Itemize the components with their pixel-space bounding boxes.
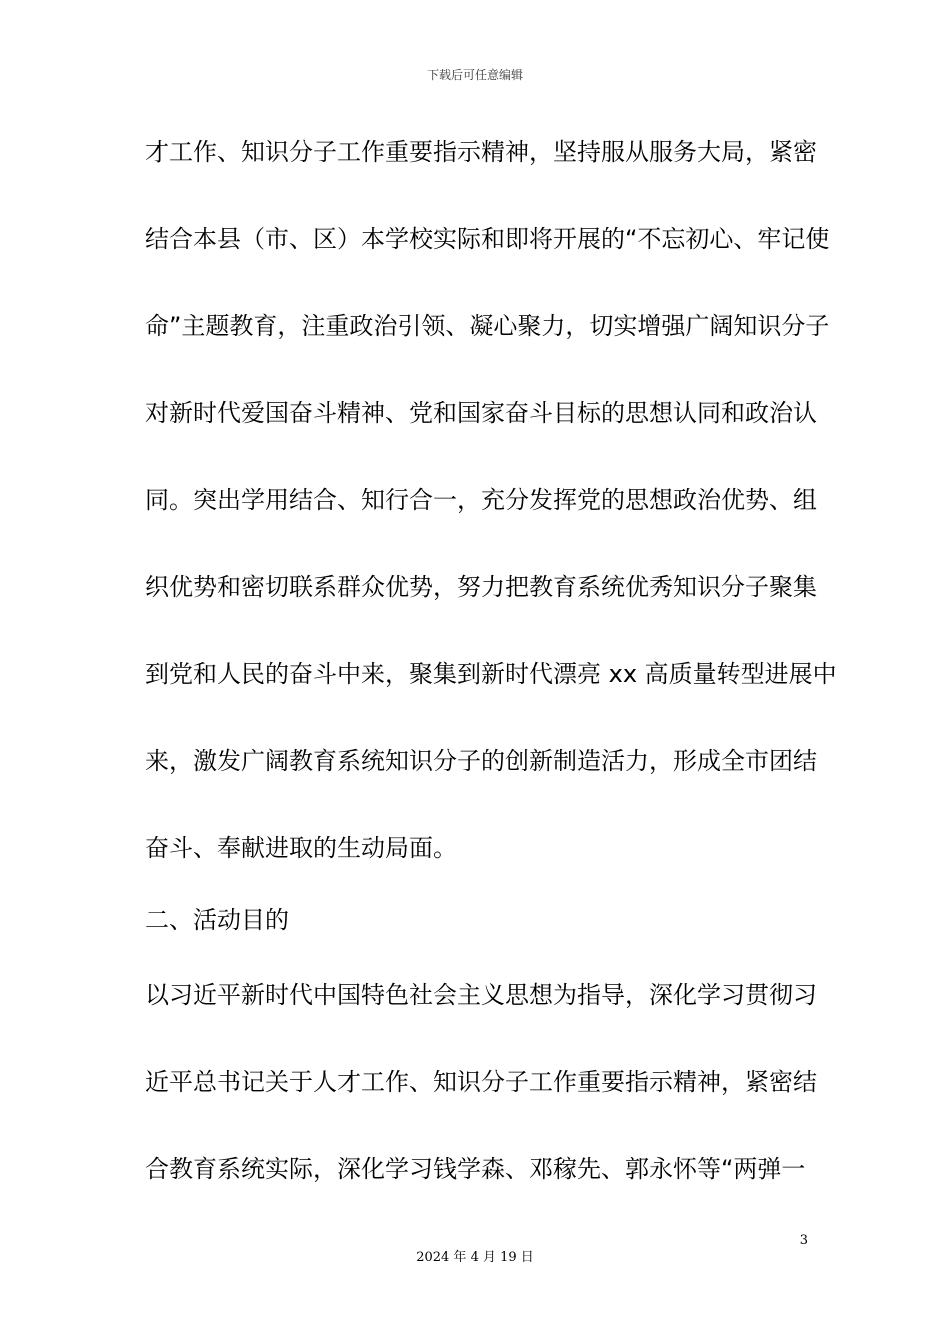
body-text-line: 命”主题教育，注重政治引领、凝心聚力，切实增强广阔知识分子 bbox=[145, 312, 830, 340]
section-heading: 二、活动目的 bbox=[145, 906, 289, 934]
body-text-line: 以习近平新时代中国特色社会主义思想为指导，深化学习贯彻习 bbox=[145, 981, 817, 1009]
body-text-line: 合教育系统实际，深化学习钱学森、邓稼先、郭永怀等“两弹一 bbox=[145, 1155, 806, 1183]
body-text-line: 织优势和密切联系群众优势，努力把教育系统优秀知识分子聚集 bbox=[145, 573, 817, 601]
body-text-line: 同。突出学用结合、知行合一，充分发挥党的思想政治优势、组 bbox=[145, 486, 817, 514]
body-text-line: 才工作、知识分子工作重要指示精神，坚持服从服务大局，紧密 bbox=[145, 138, 817, 166]
body-text-line: 对新时代爱国奋斗精神、党和国家奋斗目标的思想认同和政治认 bbox=[145, 399, 817, 427]
body-text-line: 来，激发广阔教育系统知识分子的创新制造活力，形成全市团结 bbox=[145, 747, 817, 775]
body-text-line: 到党和人民的奋斗中来，聚集到新时代漂亮 xx 高质量转型进展中 bbox=[145, 660, 837, 688]
page-number: 3 bbox=[799, 1233, 808, 1248]
body-text-line: 奋斗、奉献进取的生动局面。 bbox=[145, 834, 457, 862]
body-text-line: 结合本县（市、区）本学校实际和即将开展的“不忘初心、牢记使 bbox=[145, 225, 830, 253]
page-header: 下载后可任意编辑 bbox=[426, 68, 523, 82]
footer-date: 2024 年 4 月 19 日 bbox=[416, 1250, 534, 1265]
body-text-line: 近平总书记关于人才工作、知识分子工作重要指示精神，紧密结 bbox=[145, 1068, 817, 1096]
